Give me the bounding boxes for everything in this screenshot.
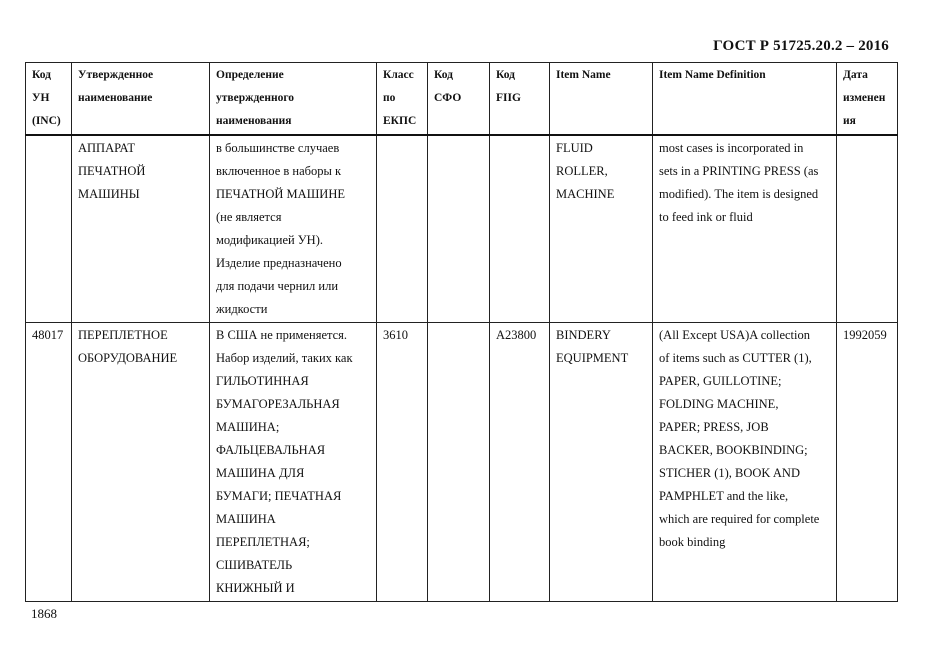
col-header-inc [26, 63, 72, 136]
cell-line: В США не применяется. [216, 328, 348, 342]
table-row [26, 135, 898, 323]
header-line: по [383, 92, 396, 104]
table-header-row [26, 63, 898, 136]
cell-line: PAPER; PRESS, JOB [659, 420, 769, 434]
cell-line: MACHINE [556, 187, 615, 201]
cell-sfo-code [428, 323, 490, 602]
standard-header: ГОСТ Р 51725.20.2 – 2016 [713, 38, 889, 54]
cell-line: BACKER, BOOKBINDING; [659, 443, 808, 457]
col-header-sfo-code [428, 63, 490, 136]
cell-line: STICHER (1), BOOK AND [659, 466, 800, 480]
cell-line: most cases is incorporated in [659, 141, 804, 155]
cell-approved-name [72, 323, 210, 602]
cell-approved-name [72, 135, 210, 323]
cell-line: МАШИНЫ [78, 187, 140, 201]
header-line: Код [496, 69, 516, 81]
cell-definition [210, 323, 377, 602]
cell-line: АППАРАТ [78, 141, 136, 155]
cell-line: ПЕЧАТНОЙ [78, 164, 146, 178]
cell-line: sets in a PRINTING PRESS (as [659, 164, 819, 178]
cell-line: МАШИНА [216, 512, 276, 526]
header-line: УН [32, 92, 50, 104]
header-line: Определение [216, 69, 284, 81]
cell-ekps-class [377, 135, 428, 323]
cell-item-name [550, 323, 653, 602]
cell-line: ROLLER, [556, 164, 608, 178]
cell-line: Изделие предназначено [216, 256, 342, 270]
nomenclature-table [25, 62, 898, 602]
header-line: Утвержденное [78, 69, 154, 81]
col-header-fiig-code [490, 63, 550, 136]
cell-item-name [550, 135, 653, 323]
cell-line: book binding [659, 535, 726, 549]
header-line: наименование [78, 92, 153, 104]
cell-line: в большинстве случаев [216, 141, 340, 155]
cell-line: FOLDING MACHINE, [659, 397, 779, 411]
col-header-item-name-definition [653, 63, 837, 136]
cell-item-name-definition [653, 135, 837, 323]
cell-line: КНИЖНЫЙ И [216, 581, 295, 595]
cell-line: ПЕЧАТНОЙ МАШИНЕ [216, 187, 345, 201]
col-header-item-name [550, 63, 653, 136]
header-line: Item Name [556, 69, 611, 81]
cell-fiig-code [490, 135, 550, 323]
cell-line: БУМАГИ; ПЕЧАТНАЯ [216, 489, 342, 503]
cell-line: ПЕРЕПЛЕТНОЕ [78, 328, 168, 342]
cell-definition [210, 135, 377, 323]
cell-line: ГИЛЬОТИННАЯ [216, 374, 309, 388]
header-line: FIIG [496, 92, 521, 104]
cell-fiig-code [490, 323, 550, 602]
header-line: Item Name Definition [659, 69, 766, 81]
cell-line: 1992059 [843, 328, 887, 342]
cell-item-name-definition [653, 323, 837, 602]
header-line: Код [434, 69, 454, 81]
header-line: изменен [843, 92, 886, 104]
cell-line: to feed ink or fluid [659, 210, 753, 224]
col-header-ekps-class [377, 63, 428, 136]
cell-line: (All Except USA)A collection [659, 328, 811, 342]
header-line: Код [32, 69, 52, 81]
cell-ekps-class [377, 323, 428, 602]
cell-line: modified). The item is designed [659, 187, 819, 201]
header-line: Дата [843, 69, 868, 81]
header-line: СФО [434, 92, 462, 104]
cell-line: FLUID [556, 141, 593, 155]
cell-line: БУМАГОРЕЗАЛЬНАЯ [216, 397, 340, 411]
cell-line: модификацией УН). [216, 233, 323, 247]
header-line: наименования [216, 115, 292, 127]
table-row [26, 323, 898, 602]
cell-line: Набор изделий, таких как [216, 351, 353, 365]
cell-line: МАШИНА ДЛЯ [216, 466, 305, 480]
cell-line: of items such as CUTTER (1), [659, 351, 812, 365]
cell-change-date [837, 323, 898, 602]
cell-line: ПЕРЕПЛЕТНАЯ; [216, 535, 310, 549]
cell-line: 48017 [32, 328, 64, 342]
header-line: утвержденного [216, 92, 295, 104]
cell-line: PAPER, GUILLOTINE; [659, 374, 782, 388]
cell-sfo-code [428, 135, 490, 323]
cell-line: PAMPHLET and the like, [659, 489, 789, 503]
cell-line: BINDERY [556, 328, 611, 342]
cell-line: (не является [216, 210, 282, 224]
header-line: (INC) [32, 115, 61, 127]
cell-change-date [837, 135, 898, 323]
cell-line: для подачи чернил или [216, 279, 339, 293]
header-line: ия [843, 115, 856, 127]
cell-line: which are required for complete [659, 512, 820, 526]
col-header-definition [210, 63, 377, 136]
cell-line: включенное в наборы к [216, 164, 342, 178]
cell-inc [26, 135, 72, 323]
col-header-approved-name [72, 63, 210, 136]
cell-line: СШИВАТЕЛЬ [216, 558, 293, 572]
cell-line: EQUIPMENT [556, 351, 629, 365]
cell-line: жидкости [216, 302, 268, 316]
cell-line: 3610 [383, 328, 408, 342]
cell-line: МАШИНА; [216, 420, 280, 434]
cell-line: ОБОРУДОВАНИЕ [78, 351, 178, 365]
cell-line: ФАЛЬЦЕВАЛЬНАЯ [216, 443, 326, 457]
col-header-change-date [837, 63, 898, 136]
page-number: 1868 [31, 606, 57, 621]
header-line: ЕКПС [383, 115, 417, 127]
cell-inc [26, 323, 72, 602]
header-line: Класс [383, 69, 414, 81]
cell-line: A23800 [496, 328, 537, 342]
